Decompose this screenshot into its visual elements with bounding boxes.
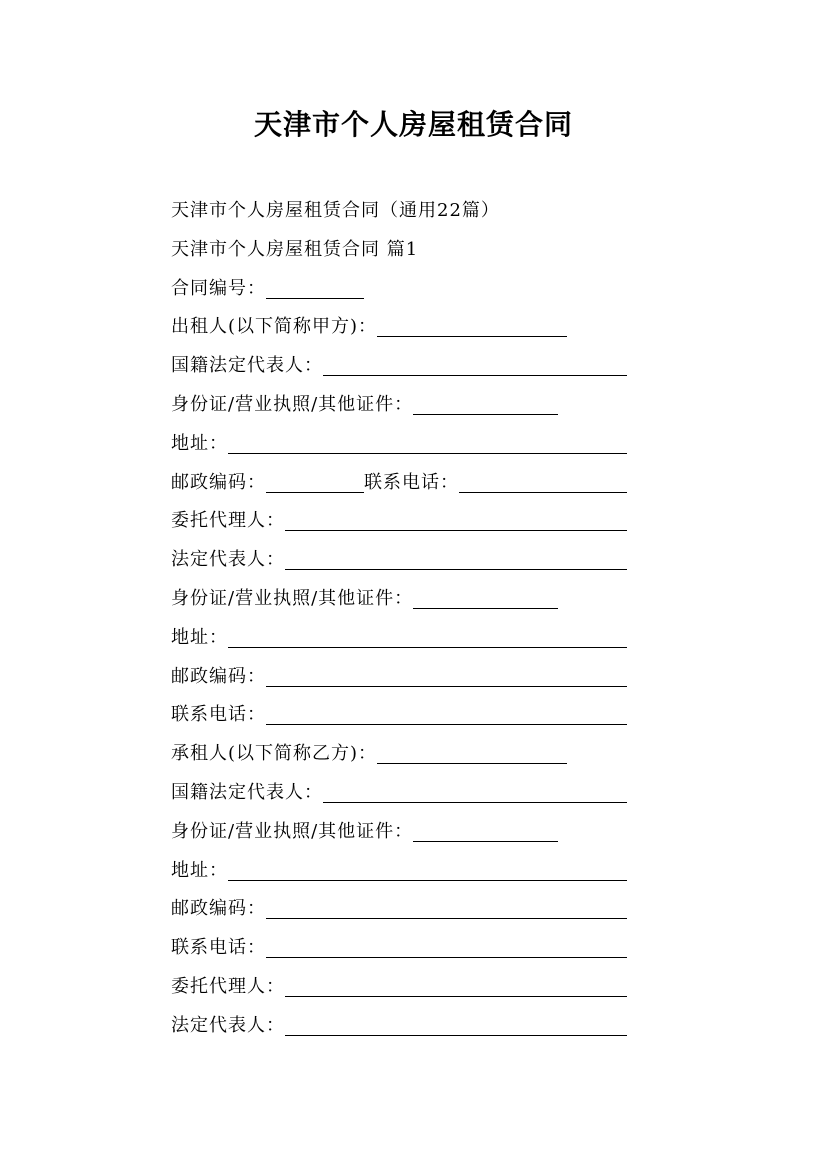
party-a-postal-label: 邮政编码：	[171, 471, 266, 493]
document-title: 天津市个人房屋租赁合同	[253, 108, 573, 141]
contract-number-line	[171, 274, 627, 313]
party-b-nationality-label: 国籍法定代表人：	[171, 781, 323, 803]
party-a-phone-label: 联系电话：	[364, 471, 459, 493]
part-heading: 天津市个人房屋租赁合同 篇1	[171, 238, 419, 260]
party-a-address-line	[171, 429, 627, 468]
party-a-legal-rep-blank[interactable]	[285, 545, 627, 570]
party-a-postal-phone-line	[171, 468, 627, 507]
party-b-id-label: 身份证/营业执照/其他证件：	[171, 820, 414, 842]
party-b-legal-rep-line	[171, 1011, 627, 1050]
party-a-agent-phone-blank[interactable]	[266, 700, 627, 725]
party-a-agent-address-line	[171, 623, 627, 662]
party-b-agent-line	[171, 972, 627, 1011]
party-b-agent-label: 委托代理人：	[171, 975, 285, 997]
party-a-agent-address-blank[interactable]	[228, 623, 627, 648]
party-a-agent-phone-label: 联系电话：	[171, 704, 266, 726]
party-b-postal-line	[171, 894, 627, 933]
part-heading-line	[171, 235, 627, 274]
party-a-agent-line	[171, 506, 627, 545]
party-a-agent-postal-line	[171, 662, 627, 701]
party-a-agent-postal-label: 邮政编码：	[171, 665, 266, 687]
party-b-legal-rep-blank[interactable]	[285, 1011, 627, 1036]
party-a-agent-blank[interactable]	[285, 506, 627, 531]
party-a-legal-rep-line	[171, 545, 627, 584]
lessee-line	[171, 739, 627, 778]
party-b-phone-label: 联系电话：	[171, 937, 266, 959]
contract-number-label: 合同编号：	[171, 277, 266, 299]
party-a-agent-postal-blank[interactable]	[266, 662, 627, 687]
document-body	[171, 196, 627, 1050]
party-b-nationality-line	[171, 778, 627, 817]
party-a-address-label: 地址：	[171, 432, 228, 454]
party-a-legal-rep-label: 法定代表人：	[171, 549, 285, 571]
lessee-label: 承租人(以下简称乙方)：	[171, 743, 378, 765]
lessor-blank[interactable]	[377, 312, 567, 337]
party-a-agent-id-line	[171, 584, 627, 623]
party-a-phone-blank[interactable]	[459, 468, 627, 493]
party-a-agent-id-label: 身份证/营业执照/其他证件：	[171, 587, 414, 609]
party-b-address-blank[interactable]	[228, 856, 627, 881]
party-b-address-label: 地址：	[171, 859, 228, 881]
subtitle: 天津市个人房屋租赁合同（通用22篇）	[171, 200, 500, 221]
lessor-label: 出租人(以下简称甲方)：	[171, 316, 378, 338]
party-b-phone-line	[171, 933, 627, 972]
lessor-line	[171, 312, 627, 351]
party-a-agent-address-label: 地址：	[171, 626, 228, 648]
party-b-phone-blank[interactable]	[266, 933, 627, 958]
party-b-id-blank[interactable]	[413, 817, 558, 842]
party-a-agent-phone-line	[171, 700, 627, 739]
party-b-legal-rep-label: 法定代表人：	[171, 1014, 285, 1036]
party-a-id-line	[171, 390, 627, 429]
lessee-blank[interactable]	[377, 739, 567, 764]
party-a-postal-blank[interactable]	[266, 468, 364, 493]
party-a-nationality-line	[171, 351, 627, 390]
party-b-id-line	[171, 817, 627, 856]
party-a-nationality-label: 国籍法定代表人：	[171, 355, 323, 377]
contract-number-blank[interactable]	[266, 274, 364, 299]
party-a-address-blank[interactable]	[228, 429, 627, 454]
party-b-address-line	[171, 856, 627, 895]
party-b-postal-label: 邮政编码：	[171, 898, 266, 920]
party-a-id-blank[interactable]	[413, 390, 558, 415]
party-a-agent-id-blank[interactable]	[413, 584, 558, 609]
subtitle-line	[171, 196, 627, 235]
party-b-agent-blank[interactable]	[285, 972, 627, 997]
party-a-agent-label: 委托代理人：	[171, 510, 285, 532]
party-b-postal-blank[interactable]	[266, 894, 627, 919]
party-b-nationality-blank[interactable]	[323, 778, 627, 803]
party-a-id-label: 身份证/营业执照/其他证件：	[171, 393, 414, 415]
party-a-nationality-blank[interactable]	[323, 351, 627, 376]
